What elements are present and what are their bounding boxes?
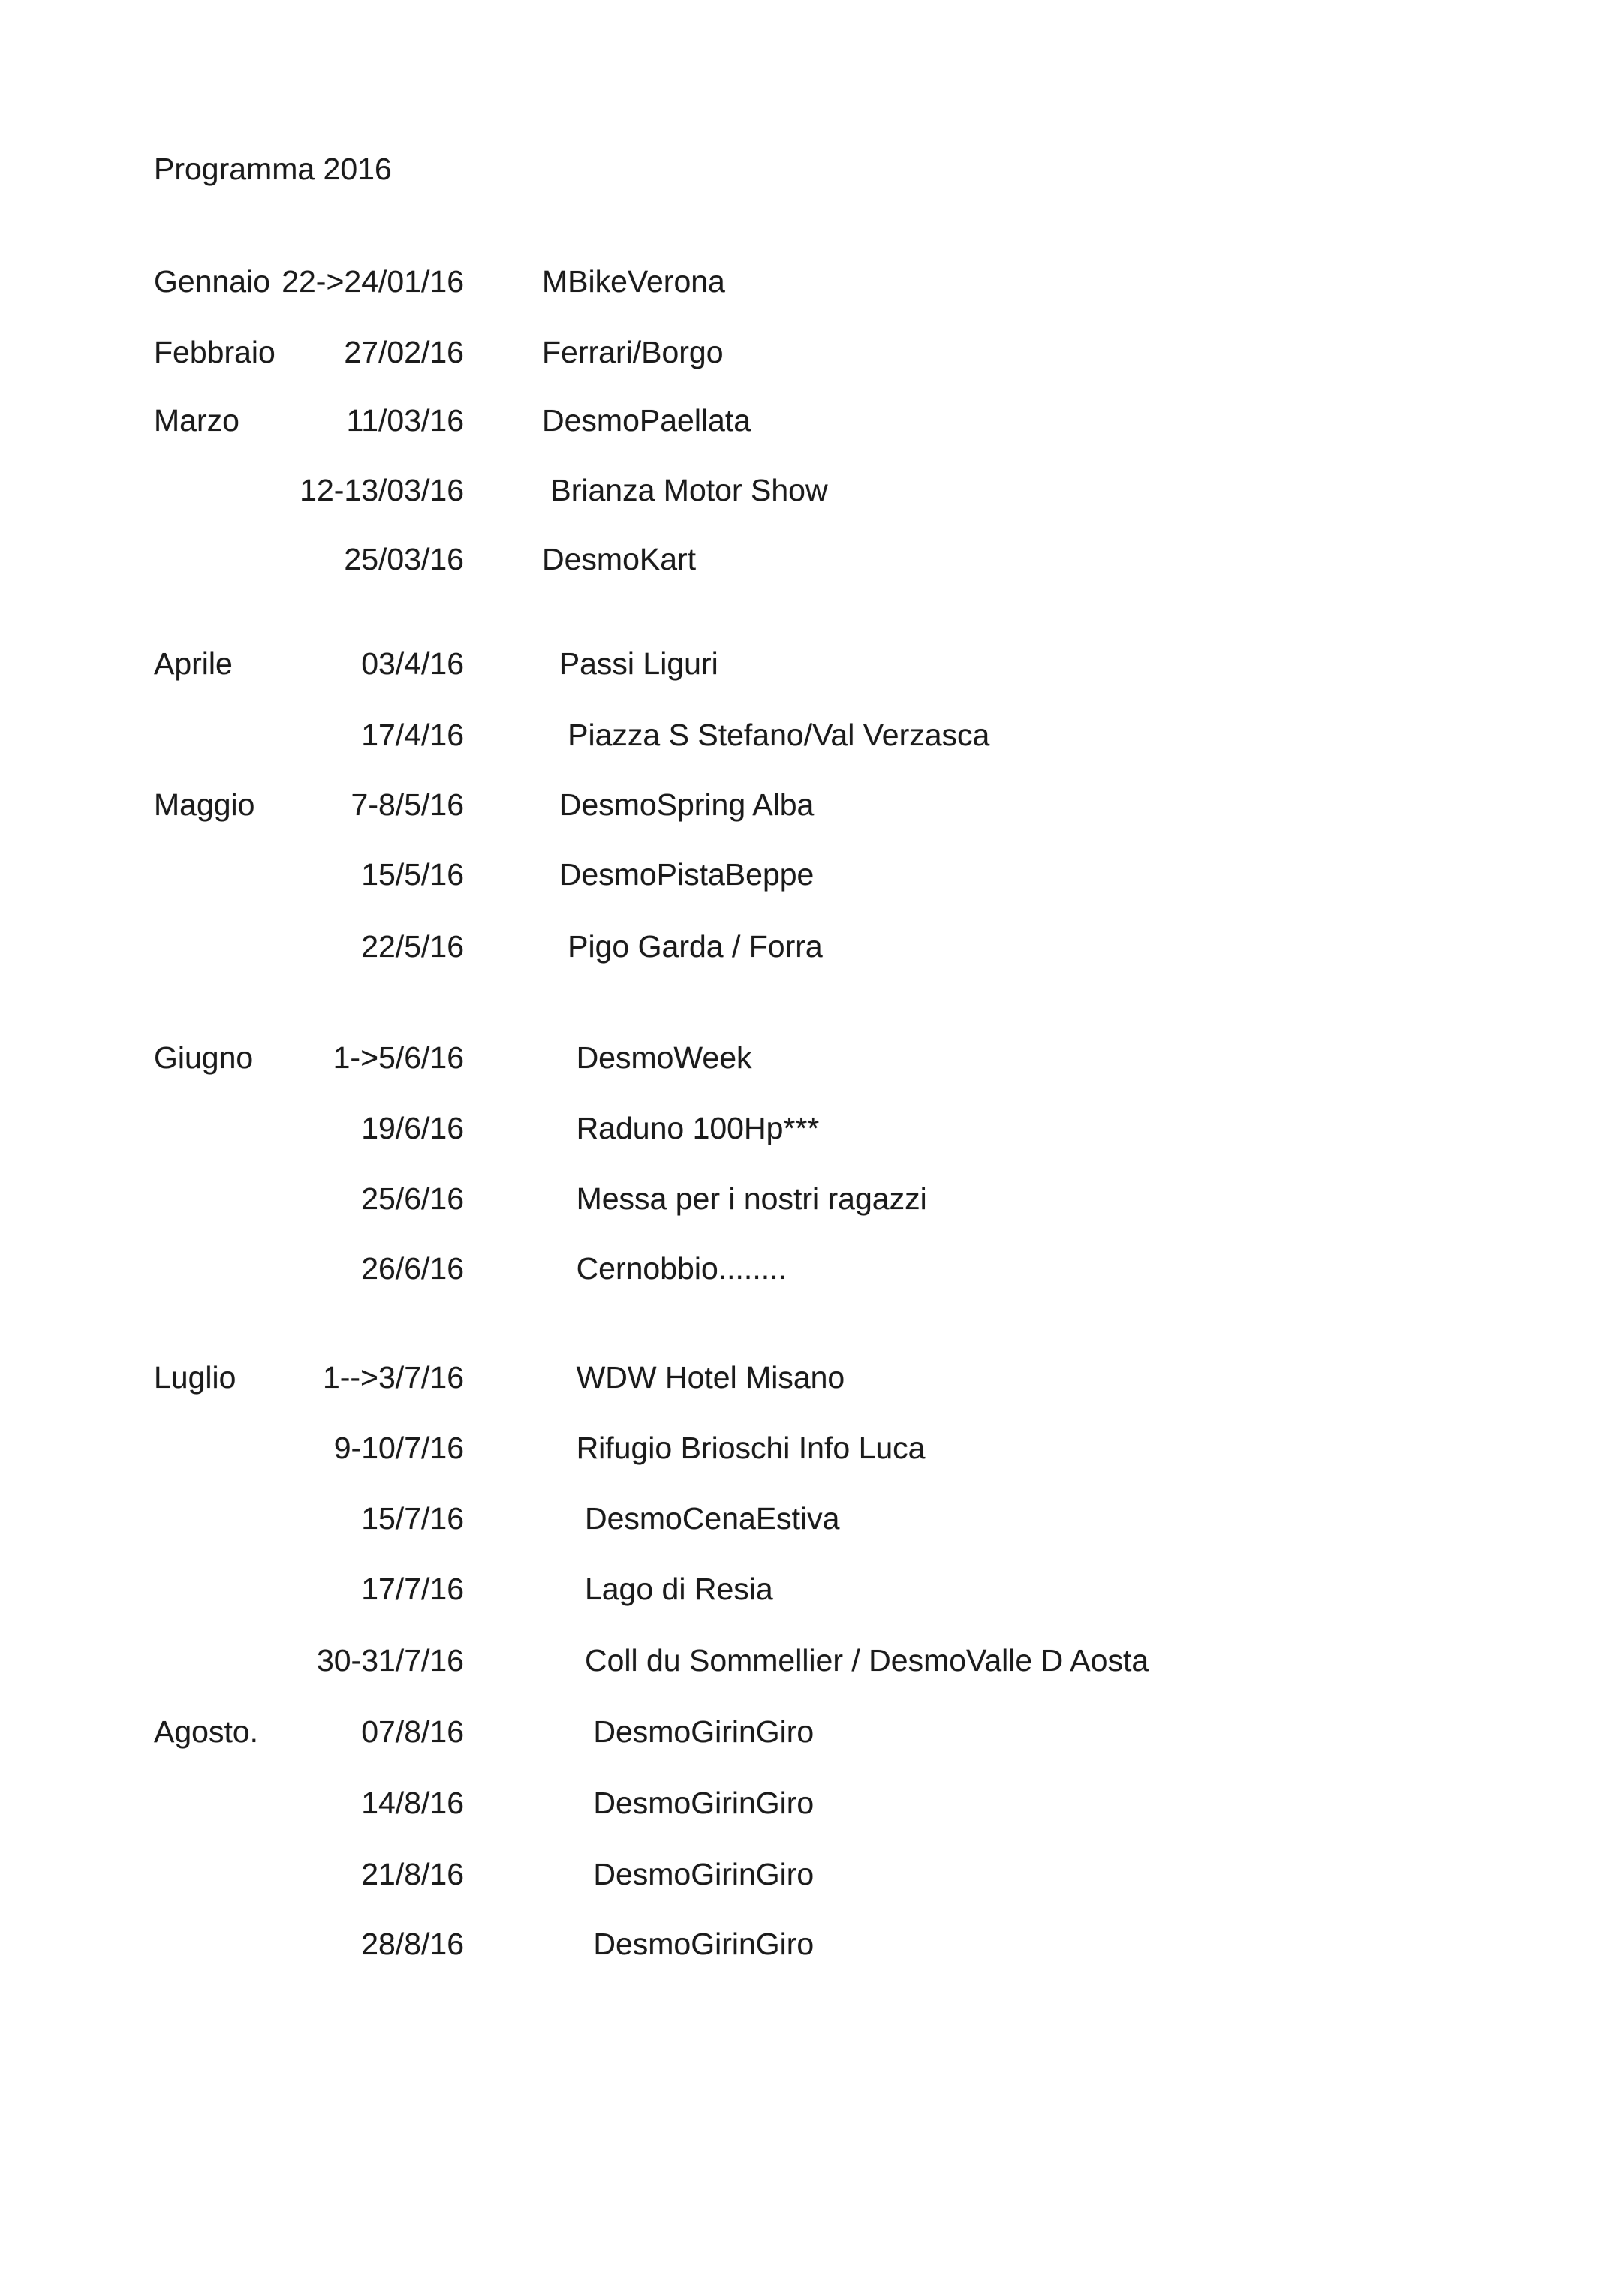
event-label: WDW Hotel Misano (542, 1360, 845, 1395)
event-label: DesmoGirinGiro (542, 1857, 815, 1891)
schedule-row (0, 1181, 1623, 1218)
schedule-row (0, 1926, 1623, 1963)
event-label: DesmoGirinGiro (542, 1927, 815, 1961)
schedule-row (0, 1500, 1623, 1538)
event-label: Messa per i nostri ragazzi (542, 1181, 927, 1216)
schedule-row (0, 645, 1623, 683)
month-label: Maggio (154, 787, 255, 822)
month-label: Febbraio (154, 335, 276, 369)
schedule-row (0, 1714, 1623, 1751)
date-label: 21/8/16 (361, 1857, 464, 1891)
date-label: 27/02/16 (344, 335, 464, 369)
date-label: 15/5/16 (361, 857, 464, 892)
date-label: 9-10/7/16 (333, 1431, 464, 1465)
month-label: Agosto. (154, 1714, 259, 1749)
date-label: 1-->3/7/16 (322, 1360, 464, 1395)
schedule-row (0, 1642, 1623, 1680)
month-label: Marzo (154, 403, 239, 438)
event-label: Raduno 100Hp*** (542, 1111, 820, 1145)
date-label: 22/5/16 (361, 929, 464, 964)
event-label: DesmoSpring Alba (542, 787, 815, 822)
event-label: Ferrari/Borgo (542, 335, 724, 369)
schedule-row (0, 402, 1623, 440)
date-label: 11/03/16 (346, 403, 464, 438)
event-label: DesmoKart (542, 542, 697, 576)
schedule-row (0, 928, 1623, 966)
schedule-row (0, 1856, 1623, 1894)
event-label: DesmoGirinGiro (542, 1786, 815, 1820)
schedule-row (0, 472, 1623, 510)
schedule-row (0, 541, 1623, 579)
schedule-row (0, 1040, 1623, 1077)
event-label: Pigo Garda / Forra (542, 929, 823, 964)
event-label: DesmoPaellata (542, 403, 751, 438)
date-label: 25/03/16 (344, 542, 464, 576)
date-label: 7-8/5/16 (351, 787, 464, 822)
event-label: Lago di Resia (542, 1572, 773, 1606)
month-label: Luglio (154, 1360, 236, 1395)
event-label: Rifugio Brioschi Info Luca (542, 1431, 926, 1465)
event-label: MBikeVerona (542, 264, 725, 299)
schedule-row (0, 334, 1623, 372)
date-label: 07/8/16 (361, 1714, 464, 1749)
event-label: Passi Liguri (542, 646, 718, 681)
event-label: Piazza S Stefano/Val Verzasca (542, 718, 990, 752)
page-title: Programma 2016 (154, 152, 392, 186)
date-label: 1->5/6/16 (333, 1040, 464, 1075)
date-label: 12-13/03/16 (300, 473, 464, 507)
event-label: Cernobbio........ (542, 1251, 787, 1286)
date-label: 19/6/16 (361, 1111, 464, 1145)
event-label: DesmoPistaBeppe (542, 857, 815, 892)
date-label: 25/6/16 (361, 1181, 464, 1216)
schedule-row (0, 787, 1623, 824)
month-label: Aprile (154, 646, 233, 681)
date-label: 15/7/16 (361, 1501, 464, 1536)
date-label: 03/4/16 (361, 646, 464, 681)
schedule-row (0, 856, 1623, 894)
date-label: 17/7/16 (361, 1572, 464, 1606)
schedule-row (0, 1430, 1623, 1467)
month-label: Gennaio (154, 264, 271, 299)
schedule-row (0, 717, 1623, 754)
date-label: 22->24/01/16 (282, 264, 464, 299)
event-label: Brianza Motor Show (542, 473, 828, 507)
date-label: 26/6/16 (361, 1251, 464, 1286)
event-label: DesmoWeek (542, 1040, 752, 1075)
schedule-row (0, 263, 1623, 301)
schedule-row (0, 1359, 1623, 1397)
date-label: 17/4/16 (361, 718, 464, 752)
date-label: 14/8/16 (361, 1786, 464, 1820)
event-label: Coll du Sommellier / DesmoValle D Aosta (542, 1643, 1149, 1678)
schedule-row (0, 1110, 1623, 1148)
date-label: 30-31/7/16 (316, 1643, 464, 1678)
schedule-row (0, 1785, 1623, 1822)
date-label: 28/8/16 (361, 1927, 464, 1961)
month-label: Giugno (154, 1040, 254, 1075)
schedule-row (0, 1250, 1623, 1288)
schedule-row (0, 1571, 1623, 1608)
event-label: DesmoGirinGiro (542, 1714, 815, 1749)
event-label: DesmoCenaEstiva (542, 1501, 840, 1536)
